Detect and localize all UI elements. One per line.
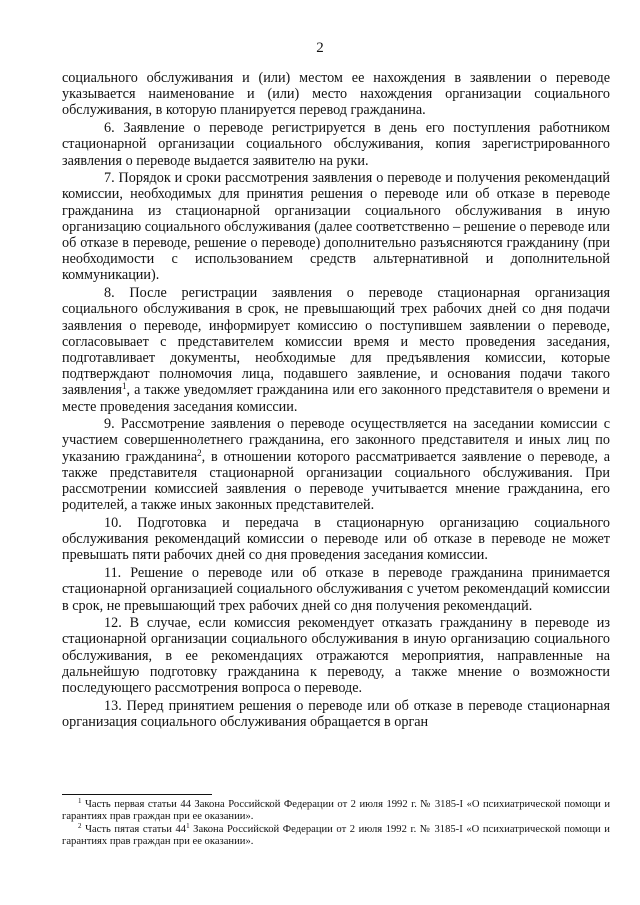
footnotes: [62, 799, 610, 849]
paragraph-item-8-text-end: , а также уведомляет гражданина или его законного представителя о времени и месте проведения заседания комиссии.: [62, 382, 610, 415]
paragraph-item-8: [62, 285, 610, 415]
paragraph-continuation: социального обслуживания и (или) местом ее нахождения в заявлении о переводе указывается наименование и (или) место нахождения организации социального обслуживания, в которую планируется перевод гражданина.: [62, 70, 610, 119]
footnote-1-text: Часть первая статьи 44 Закона Российской Федерации от 2 июля 1992 г. № 3185-I «О психиатрической помощи и гарантиях прав граждан при ее оказании».: [62, 799, 610, 823]
footnote-divider: [62, 794, 212, 795]
footnote-mark-2: 2: [78, 821, 82, 830]
footnote-1: [62, 799, 610, 824]
footnote-ref-1[interactable]: 1: [122, 381, 127, 392]
footnote-2-text: Часть пятая статьи 44: [81, 823, 187, 835]
document-body: [62, 70, 610, 732]
paragraph-item-9-text: 9. Рассмотрение заявления о переводе осуществляется на заседании комиссии с участием совершеннолетнего гражданина, его законного представителя и иных лиц по указанию гражданина: [62, 416, 610, 465]
paragraph-item-9-text-end: , в отношении которого рассматривается заявление о переводе, а также представителя стационарной организации социального обслуживания. При рассмотрении комиссией заявления о переводе учитывается мнение гражданина, его родителей, а также иных законных представителей.: [62, 448, 610, 514]
paragraph-item-8-text: 8. После регистрации заявления о переводе стационарная организация социального обслуживания в срок, не превышающий трех рабочих дней со дня подачи заявления о переводе, информирует комиссию о поступившем заявлении о переводе, согласовывает с представителем комиссии время и место проведения заседания, подготавливает документы, необходимые для предъявления комиссии, которые подтверждают полномочия лица, подавшего заявление, и основания подачи такого заявления: [62, 285, 610, 399]
paragraph-item-13: 13. Перед принятием решения о переводе или об отказе в переводе стационарная организация социального обслуживания обращается в орган: [62, 697, 610, 730]
footnote-2-article-sup: 1: [186, 821, 190, 830]
paragraph-item-11: 11. Решение о переводе или об отказе в переводе гражданина принимается стационарной организацией социального обслуживания с учетом рекомендаций комиссии в срок, не превышающий трех рабочих дней со дня получения рекомендаций.: [62, 565, 610, 614]
paragraph-item-12: 12. В случае, если комиссия рекомендует отказать гражданину в переводе из стационарной организации социального обслуживания в иную организацию социального обслуживания, в ее рекомендациях отражаются мероприятия, направленные на дальнейшую подготовку гражданина к переводу, а также мнение о возможности последующего рассмотрения вопроса о переводе.: [62, 615, 610, 697]
footnote-mark-1: 1: [78, 797, 82, 805]
page-number: 2: [316, 40, 324, 56]
paragraph-item-10: 10. Подготовка и передача в стационарную организацию социального обслуживания рекомендаций комиссии о переводе или об отказе в переводе не может превышать пяти рабочих дней со дня проведения заседания комиссии.: [62, 514, 610, 564]
footnote-2-text-end: Закона Российской Федерации от 2 июля 1992 г. № 3185-I «О психиатрической помощи и гарантиях прав граждан при ее оказании».: [62, 823, 610, 848]
paragraph-item-7: 7. Порядок и сроки рассмотрения заявления о переводе и получения рекомендаций комиссии, необходимых для принятия решения о переводе или об отказе в переводе гражданина из стационарной организации социального обслуживания в иную организацию социального обслуживания (далее соответственно – решение о переводе или об отказе в переводе, решение о переводе) дополнительно разъясняются гражданину (при необходимости с использованием средств альтернативной и дополнительной коммуникации).: [62, 170, 610, 284]
footnote-ref-2[interactable]: 2: [197, 447, 202, 458]
paragraph-item-9: [62, 416, 610, 513]
footnote-2: [62, 821, 610, 849]
paragraph-item-6: 6. Заявление о переводе регистрируется в день его поступления работником стационарной организации социального обслуживания, копия зарегистрированного заявления о переводе выдается заявителю на руки.: [62, 120, 610, 169]
